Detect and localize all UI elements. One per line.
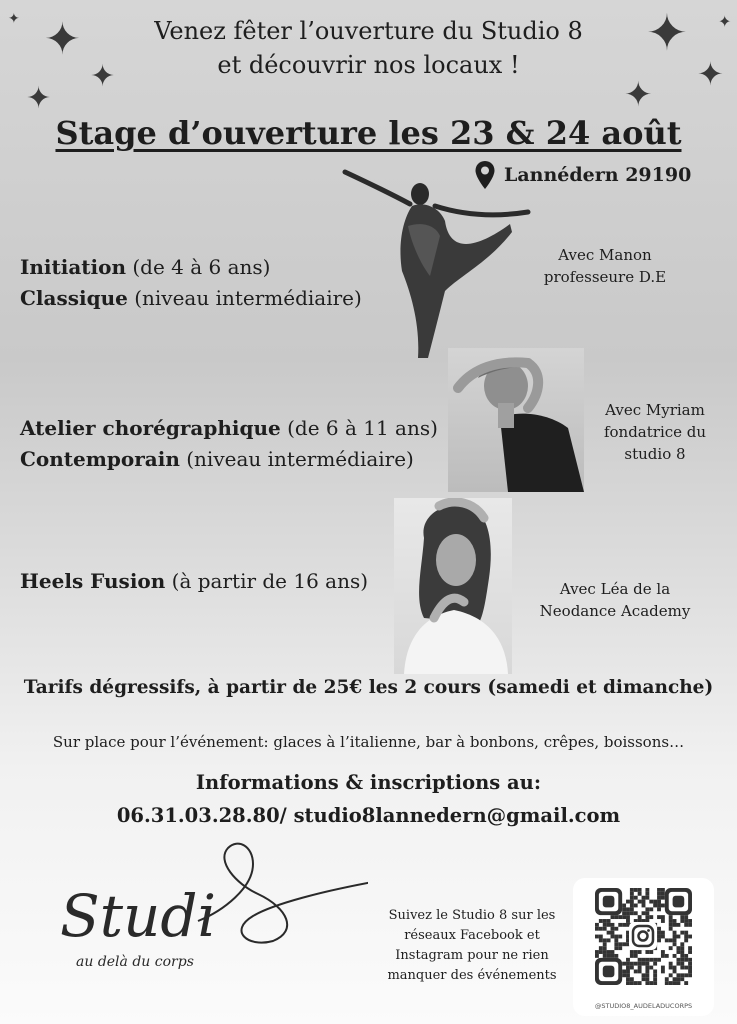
teacher-line: Avec Manon bbox=[558, 246, 652, 264]
course-line bbox=[20, 444, 438, 475]
pricing-text: Tarifs dégressifs, à partir de 25€ les 2 cours (samedi et dimanche) bbox=[23, 677, 714, 698]
course-name: Initiation bbox=[20, 255, 127, 279]
intro-line-1: Venez fêter l’ouverture du Studio 8 bbox=[154, 17, 583, 45]
teacher-myriam bbox=[590, 399, 720, 465]
sparkle-icon: ✦ bbox=[718, 12, 732, 31]
course-name: Atelier chorégraphique bbox=[20, 416, 281, 440]
follow-line: Instagram pour ne rien bbox=[395, 948, 549, 963]
qr-code-card[interactable] bbox=[573, 878, 714, 1016]
intro-line-2: et découvrir nos locaux ! bbox=[217, 51, 520, 79]
teacher-photo-lea bbox=[394, 498, 512, 674]
session-initiation-classique bbox=[20, 252, 362, 314]
logo-tagline: au delà du corps bbox=[76, 954, 194, 970]
course-name: Contemporain bbox=[20, 447, 180, 471]
teacher-photo-myriam bbox=[448, 348, 584, 492]
follow-line: réseaux Facebook et bbox=[404, 928, 540, 943]
contact-heading: Informations & inscriptions au: bbox=[195, 771, 542, 794]
course-line bbox=[20, 413, 438, 444]
course-detail: (de 4 à 6 ans) bbox=[126, 255, 271, 279]
sparkle-icon: ✦ bbox=[8, 11, 20, 27]
sparkle-icon: ✦ bbox=[646, 4, 688, 62]
instagram-icon bbox=[629, 922, 657, 950]
follow-line: Suivez le Studio 8 sur les bbox=[388, 908, 556, 923]
session-heels-fusion bbox=[20, 566, 368, 597]
teacher-manon bbox=[520, 244, 690, 288]
course-line bbox=[20, 566, 368, 597]
course-name: Heels Fusion bbox=[20, 569, 166, 593]
course-line bbox=[20, 252, 362, 283]
onsite-text: Sur place pour l’événement: glaces à l’italienne, bar à bonbons, crêpes, boissons… bbox=[52, 733, 685, 751]
session-atelier-contemporain bbox=[20, 413, 438, 475]
sparkle-icon: ✦ bbox=[624, 75, 653, 115]
follow-text bbox=[372, 906, 572, 986]
course-line bbox=[20, 283, 362, 314]
sparkle-icon: ✦ bbox=[26, 81, 52, 116]
teacher-line: studio 8 bbox=[624, 445, 686, 463]
instagram-handle: @STUDIO8_AUDELADUCORPS bbox=[594, 1002, 693, 1010]
course-detail: (niveau intermédiaire) bbox=[127, 286, 362, 310]
course-detail: (à partir de 16 ans) bbox=[165, 569, 369, 593]
location-text: Lannédern 29190 bbox=[504, 164, 692, 186]
teacher-line: Neodance Academy bbox=[539, 602, 691, 620]
contact-info bbox=[0, 766, 737, 832]
sparkle-icon: ✦ bbox=[90, 59, 116, 94]
course-name: Classique bbox=[20, 286, 128, 310]
studio8-logo bbox=[48, 836, 368, 1001]
sparkle-icon: ✦ bbox=[697, 55, 724, 93]
dancer-photo-1 bbox=[340, 166, 535, 366]
teacher-line: Avec Léa de la bbox=[559, 580, 671, 598]
teacher-line: fondatrice du bbox=[603, 423, 707, 441]
follow-line: manquer des événements bbox=[387, 968, 557, 983]
teacher-lea bbox=[525, 578, 705, 622]
course-detail: (de 6 à 11 ans) bbox=[280, 416, 438, 440]
logo-word: Studi bbox=[60, 882, 217, 950]
teacher-line: Avec Myriam bbox=[605, 401, 705, 419]
course-detail: (niveau intermédiaire) bbox=[179, 447, 414, 471]
stage-title: Stage d’ouverture les 23 & 24 août bbox=[55, 114, 682, 152]
teacher-line: professeure D.E bbox=[543, 268, 667, 286]
intro-text bbox=[0, 11, 737, 82]
sparkle-icon: ✦ bbox=[44, 14, 81, 65]
contact-phone-email[interactable]: 06.31.03.28.80/ studio8lannedern@gmail.com bbox=[116, 804, 621, 827]
